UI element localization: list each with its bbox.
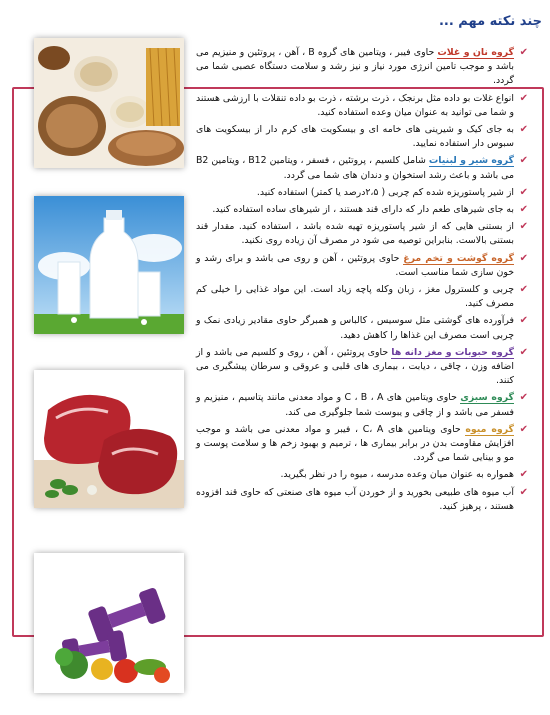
- vegetables-dumbbells-illustration: [34, 553, 184, 693]
- item-text: همواره به عنوان میان وعده مدرسه ، میوه را در نظر بگیرید.: [280, 469, 514, 481]
- list-item: [196, 391, 528, 419]
- list-item: [196, 123, 528, 151]
- item-text: حاوی ویتامین های C، A ، فیبر و مواد معدنی می باشد و موجب افزایش مقاومت بدن در برابر بیماری ها ، ترمیم و بهبود زخم ها و سلامت پوست و مو و بینایی شما می گردد.: [196, 423, 514, 464]
- list-item: [196, 283, 528, 311]
- check-mark-icon: ✔: [519, 315, 528, 327]
- item-text: حاوی ویتامین های C ، B ، A و مواد معدنی مانند پتاسیم ، منیزیم و فسفر می باشد و از چاقی و یبوست شما جلوگیری می کند.: [196, 392, 514, 418]
- list-item: [196, 186, 528, 200]
- item-text: حاوی فیبر ، ویتامین های گروه B ، آهن ، پروتئین و منیزیم می باشد و موجب تامین انرژی مورد نیاز و نیز رشد و سلامت دستگاه عصبی شما می گردد.: [196, 47, 514, 87]
- check-mark-icon: ✔: [519, 47, 528, 58]
- tips-list: [196, 46, 528, 517]
- grains-bread-photo: [34, 38, 184, 168]
- milk-photo: [34, 196, 184, 334]
- list-item: [196, 154, 528, 182]
- list-item: [196, 423, 528, 466]
- item-highlight: گروه گوشت و تخم مرغ: [403, 252, 514, 264]
- check-mark-icon: ✔: [519, 221, 528, 233]
- item-text: حاوی پروتئین ، آهن ، روی و کلسیم می باشد و از اضافه وزن ، چاقی ، دیابت ، بیماری های قلبی و عروقی و سرطان پیشگیری می کنند.: [196, 346, 514, 387]
- grains-bread-illustration: [34, 38, 184, 168]
- item-text: حاوی پروتئین ، آهن و روی می باشد و برای رشد و خون سازی شما مناسب است.: [196, 252, 514, 278]
- item-highlight: گروه حبوبات و مغز دانه ها: [391, 346, 514, 358]
- list-item: [196, 468, 528, 482]
- item-text: به جای کیک و شیرینی های خامه ای و بیسکویت های کرم دار از بیسکویت های سبوس دار استفاده نمایید.: [196, 124, 514, 150]
- check-mark-icon: ✔: [519, 186, 528, 198]
- list-item: [196, 203, 528, 217]
- item-text: شامل کلسیم ، پروتئین ، فسفر ، ویتامین B12 ، ویتامین B2 می باشد و باعث رشد استخوان و دندان های شما می گردد.: [196, 155, 514, 181]
- item-highlight: گروه سبزی: [460, 392, 514, 404]
- item-highlight: گروه نان و غلات: [437, 47, 514, 58]
- meat-photo: [34, 370, 184, 508]
- check-mark-icon: ✔: [519, 423, 528, 435]
- meat-illustration: [34, 370, 184, 508]
- check-mark-icon: ✔: [519, 284, 528, 296]
- item-highlight: گروه شیر و لبنیات: [428, 155, 514, 167]
- item-text: به جای شیرهای طعم دار که دارای قند هستند ، از شیرهای ساده استفاده کنید.: [212, 204, 514, 216]
- list-item: [196, 252, 528, 280]
- item-text: از بستنی هایی که از شیر پاستوریزه تهیه شده باشد ، استفاده کنید. مقدار قند بستنی بالاست. بنابراین توصیه می شود در مصرف آن زیاده روی نکنید.: [196, 221, 514, 247]
- check-mark-icon: ✔: [519, 486, 528, 498]
- check-mark-icon: ✔: [519, 92, 528, 104]
- check-mark-icon: ✔: [519, 252, 528, 264]
- list-item: [196, 92, 528, 120]
- milk-illustration: [34, 196, 184, 334]
- check-mark-icon: ✔: [519, 469, 528, 481]
- list-item: [196, 314, 528, 342]
- list-item: [196, 220, 528, 248]
- item-text: انواع غلات بو داده مثل برنجک ، ذرت برشته ، ذرت بو داده تنقلات با ارزشی هستند و شما می توانید به عنوان میان وعده استفاده کنید.: [196, 92, 514, 118]
- item-highlight: گروه میوه: [465, 423, 515, 435]
- check-mark-icon: ✔: [519, 346, 528, 358]
- item-text: چربی و کلسترول مغز ، زبان وکله پاچه زیاد است. این مواد غذایی را خیلی کم مصرف کنید.: [196, 284, 514, 310]
- list-item: [196, 346, 528, 389]
- item-text: از شیر پاستوریزه شده کم چربی ( ۲،۵درصد یا کمتر) استفاده کنید.: [256, 186, 514, 198]
- check-mark-icon: ✔: [519, 124, 528, 136]
- check-mark-icon: ✔: [519, 392, 528, 404]
- check-mark-icon: ✔: [519, 155, 528, 167]
- check-mark-icon: ✔: [519, 204, 528, 216]
- item-text: آب میوه های طبیعی بخورید و از خوردن آب میوه های صنعتی که حاوی قند افزوده هستند ، پرهیز کنید.: [196, 486, 514, 512]
- page-title: چند نکته مهم ...: [438, 14, 542, 29]
- item-text: فرآورده های گوشتی مثل سوسیس ، کالباس و همبرگر حاوی مقادیر زیادی نمک و چربی است مصرف این غذاها را کاهش دهید.: [196, 315, 514, 341]
- list-item: [196, 486, 528, 514]
- list-item: [196, 46, 528, 89]
- vegetables-dumbbells-photo: [34, 553, 184, 693]
